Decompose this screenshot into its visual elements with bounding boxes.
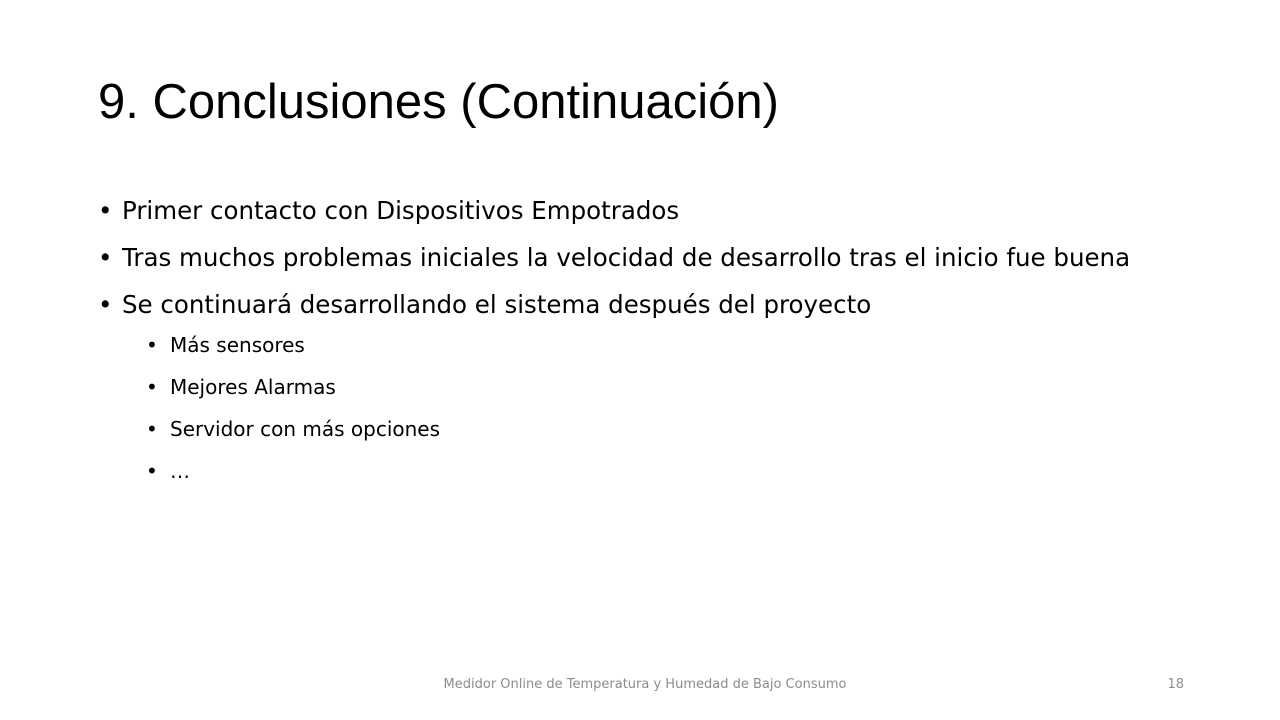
bullet-text: Tras muchos problemas iniciales la velocidad de desarrollo tras el inicio fue buena: [122, 243, 1131, 272]
bullet-point: •: [146, 459, 158, 483]
bullet-point: •: [98, 196, 113, 225]
sub-bullet-text: Servidor con más opciones: [170, 417, 441, 441]
bullet-point: •: [146, 375, 158, 399]
bullet-point: •: [146, 333, 158, 357]
bullet-text: Primer contacto con Dispositivos Empotrados: [122, 196, 680, 225]
bullet-text: Se continuará desarrollando el sistema después del proyecto: [122, 290, 872, 319]
bullet-list: [98, 194, 1188, 499]
slide-title: 9. Conclusiones (Continuación): [98, 75, 779, 129]
bullet-item: [98, 194, 1188, 228]
sub-bullet-item: [146, 415, 1188, 444]
slide-number: 18: [1167, 677, 1184, 692]
bullet-point: •: [146, 417, 158, 441]
slide-footer: Medidor Online de Temperatura y Humedad de Bajo Consumo: [443, 677, 847, 692]
sub-bullet-item: [146, 373, 1188, 402]
bullet-item: [98, 288, 1188, 322]
bullet-item: [98, 241, 1188, 275]
sub-bullet-text: Mejores Alarmas: [170, 375, 336, 399]
bullet-point: •: [98, 243, 113, 272]
sub-bullet-text: Más sensores: [170, 333, 305, 357]
sub-bullet-item: [146, 457, 1188, 486]
sub-bullet-text: …: [170, 459, 190, 483]
bullet-point: •: [98, 290, 113, 319]
sub-bullet-item: [146, 331, 1188, 360]
